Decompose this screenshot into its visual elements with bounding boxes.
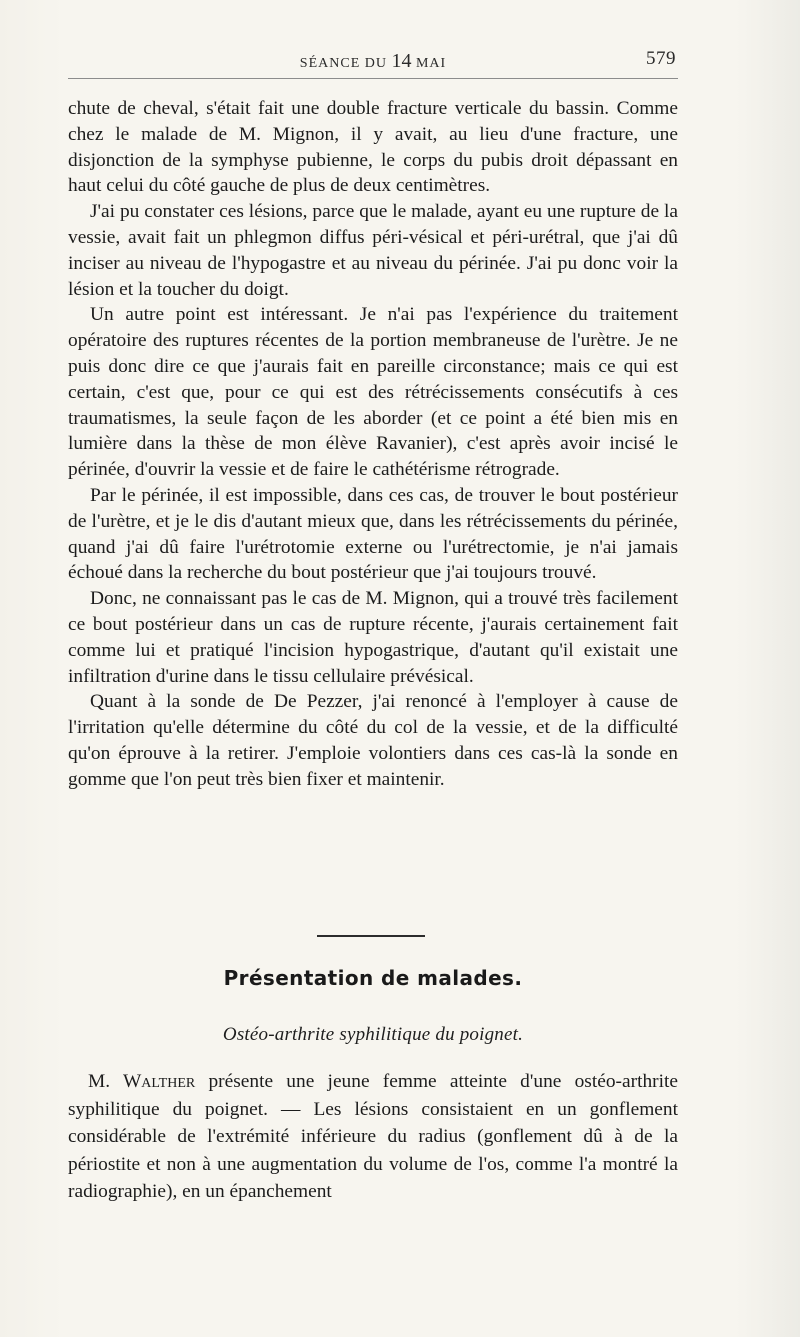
running-title (68, 50, 678, 73)
paragraph-text: présente une jeune femme atteinte d'une ostéo-arthrite syphilitique du poignet. — Les lésions consistaient en un gonflement considérable de l'extrémité inférieure du radius (gonflement dû à de la périostite et non à une augmentation du volume de l'os, comme l'a montré la radiographie), en un épanchement (68, 1071, 678, 1202)
page-number: 579 (646, 48, 676, 69)
subsection-title: Ostéo-arthrite syphilitique du poignet. (222, 1024, 524, 1045)
running-header (68, 46, 678, 72)
running-title-prefix: SÉANCE DU (299, 56, 392, 71)
running-title-day: 14 (391, 50, 412, 72)
paragraph: Quant à la sonde de De Pezzer, j'ai renoncé à l'employer à cause de l'irritation qu'elle détermine du côté du col de la vessie, et de la difficulté qu'on éprouve à la retirer. J'emploie volontiers dans ces cas-là la sonde en gomme que l'on peut très bien fixer et maintenir. (68, 691, 678, 790)
section-body (68, 1068, 678, 1206)
paragraph: Un autre point est intéressant. Je n'ai pas l'expérience du traitement opératoire des ruptures récentes de la portion membraneuse de l'urètre. Je ne puis donc dire ce que j'aurais fait en pareille circonstance; mais ce qui est certain, c'est que, pour ce qui est des rétrécissements consécutifs à ces traumatismes, la seule façon de les aborder (et ce point a été bien mis en lumière dans la thèse de mon élève Ravanier), c'est après avoir incisé le périnée, d'ouvrir la vessie et de faire le cathétérisme rétrograde. (68, 304, 678, 481)
section-title: Présentation de malades. (223, 966, 523, 990)
paragraph: J'ai pu constater ces lésions, parce que le malade, ayant eu une rupture de la vessie, avait fait un phlegmon diffus péri-vésical et péri-urétral, que j'ai dû inciser au niveau de l'hypogastre et au niveau du périnée. J'ai pu donc voir la lésion et la toucher du doigt. (68, 201, 678, 300)
paragraph-continued: chute de cheval, s'était fait une double fracture verticale du bassin. Comme chez le malade de M. Mignon, il y avait, au lieu d'une fracture, une disjonction de la symphyse pubienne, le corps du pubis droit dépassant en haut celui du côté gauche de plus de deux centimètres. (68, 98, 678, 197)
speaker-name: M. Walther (88, 1071, 196, 1092)
paragraph (68, 1068, 678, 1206)
paragraph: Donc, ne connaissant pas le cas de M. Mignon, qui a trouvé très facilement ce bout postérieur dans un cas de rupture récente, j'aurais certainement fait comme lui et pratiqué l'incision hypogastrique, d'autant qu'il existait une infiltration d'urine dans le tissu cellulaire prévésical. (68, 588, 678, 687)
paragraph: Par le périnée, il est impossible, dans ces cas, de trouver le bout postérieur de l'urètre, et je le dis d'autant mieux que, dans les rétrécissements du périnée, quand j'ai dû faire l'urétrotomie externe ou l'urétrectomie, je n'ai jamais échoué dans la recherche du bout postérieur que j'ai toujours trouvé. (68, 484, 678, 584)
body-text (68, 96, 678, 793)
running-title-suffix: MAI (411, 56, 447, 71)
header-rule (68, 78, 678, 79)
section-divider (317, 935, 425, 937)
